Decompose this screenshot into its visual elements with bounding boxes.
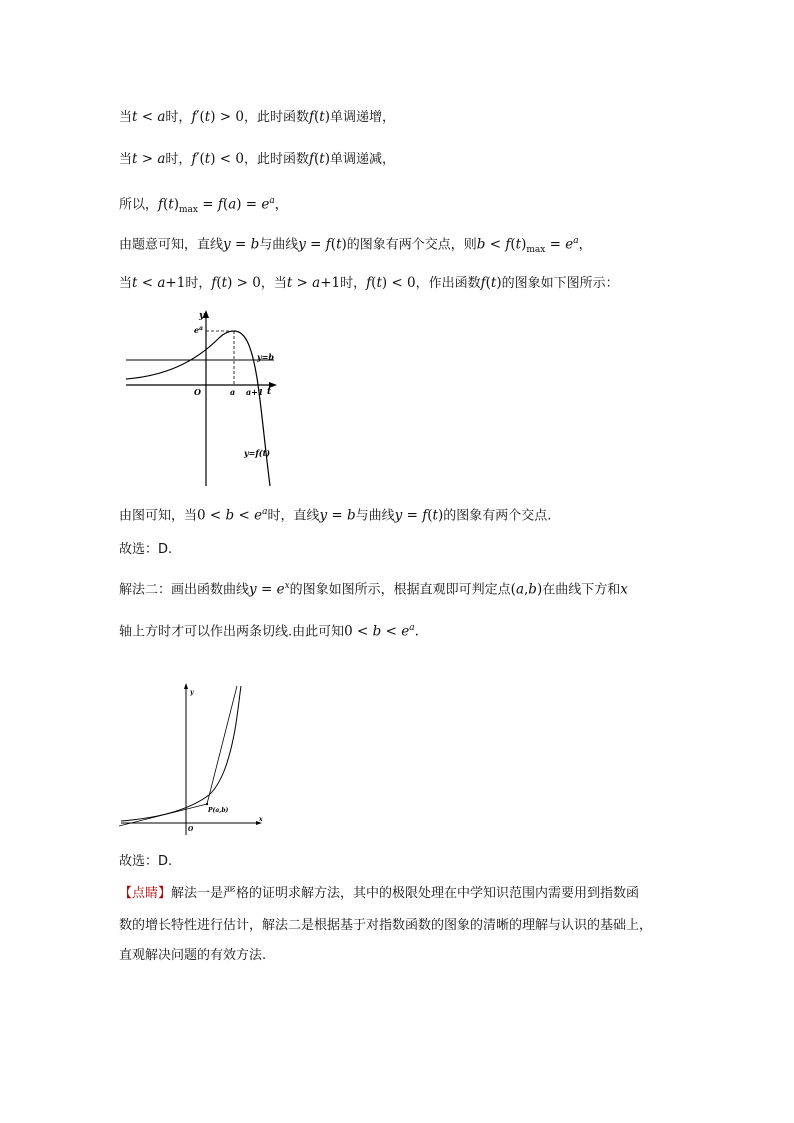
- y-axis-label: y: [199, 311, 205, 321]
- line-label-y-equals-b: y=b: [257, 352, 274, 362]
- text-line-9: 轴上方时才可以作出两条切线.由此可知$0 < b < e^a$.: [119, 623, 419, 640]
- text-line-7: 故选：D.: [119, 542, 173, 557]
- y-axis-label: y: [190, 689, 194, 696]
- text-line-1: 当t < a时，f′(t) > 0，此时函数f(t)单调递增，: [119, 109, 395, 125]
- peak-label: $e^a$: [194, 325, 203, 335]
- text-line-10: 故选：D.: [119, 854, 173, 869]
- text-line-3: 所以，$f(t)_{max} = f(a) = e^a$，: [119, 196, 288, 216]
- x-axis-label: x: [259, 816, 263, 823]
- text-line-2: 当t > a时，f′(t) < 0，此时函数f(t)单调递减，: [119, 151, 395, 167]
- text-line-8: 解法二：画出函数曲线$y = e^x$的图象如图所示，根据直观即可判定点(a,b)在曲线下方和x: [119, 581, 628, 598]
- tick-label-a: a: [230, 387, 236, 397]
- curve-exp-x: [121, 686, 241, 821]
- text-line-4: 由题意可知，直线y = b与曲线y = f(t)的图象有两个交点，则$b < f(t)_{max} = e^a$，: [119, 236, 592, 256]
- text-line-6: 由图可知，当$0 < b < e^a$时，直线y = b与曲线y = f(t)的图象有两个交点.: [119, 507, 552, 524]
- curve-label: y=f(t): [244, 448, 271, 458]
- curve-f-of-t: [126, 331, 270, 486]
- figure-f-of-t-graph: [124, 308, 284, 488]
- origin-label: O: [188, 826, 194, 833]
- text-line-11: 【点睛】解法一是严格的证明求解方法，其中的极限处理在中学知识范围内需要用到指数函: [119, 886, 640, 901]
- figure-exp-curve-graph: [119, 680, 269, 840]
- origin-label: O: [194, 387, 201, 397]
- dianjing-tag: 【点睛】: [119, 886, 172, 901]
- point-p: [206, 803, 208, 805]
- t-axis-label: t: [267, 387, 272, 397]
- text-line-13: 直观解决问题的有效方法.: [119, 948, 267, 963]
- point-label: P(a,b): [208, 807, 229, 814]
- y-axis-arrow: [184, 683, 188, 689]
- text-line-5: 当t < a+1时，f(t) > 0，当t > a+1时，f(t) < 0，作出函数f(t)的图象如下图所示：: [119, 275, 619, 291]
- text-line-12: 数的增长特性进行估计，解法二是根据基于对指数函数的图象的清晰的理解与认识的基础上，: [119, 918, 653, 933]
- tick-label-a-plus-1: a+1: [246, 387, 264, 397]
- tangent-line-2: [207, 686, 237, 804]
